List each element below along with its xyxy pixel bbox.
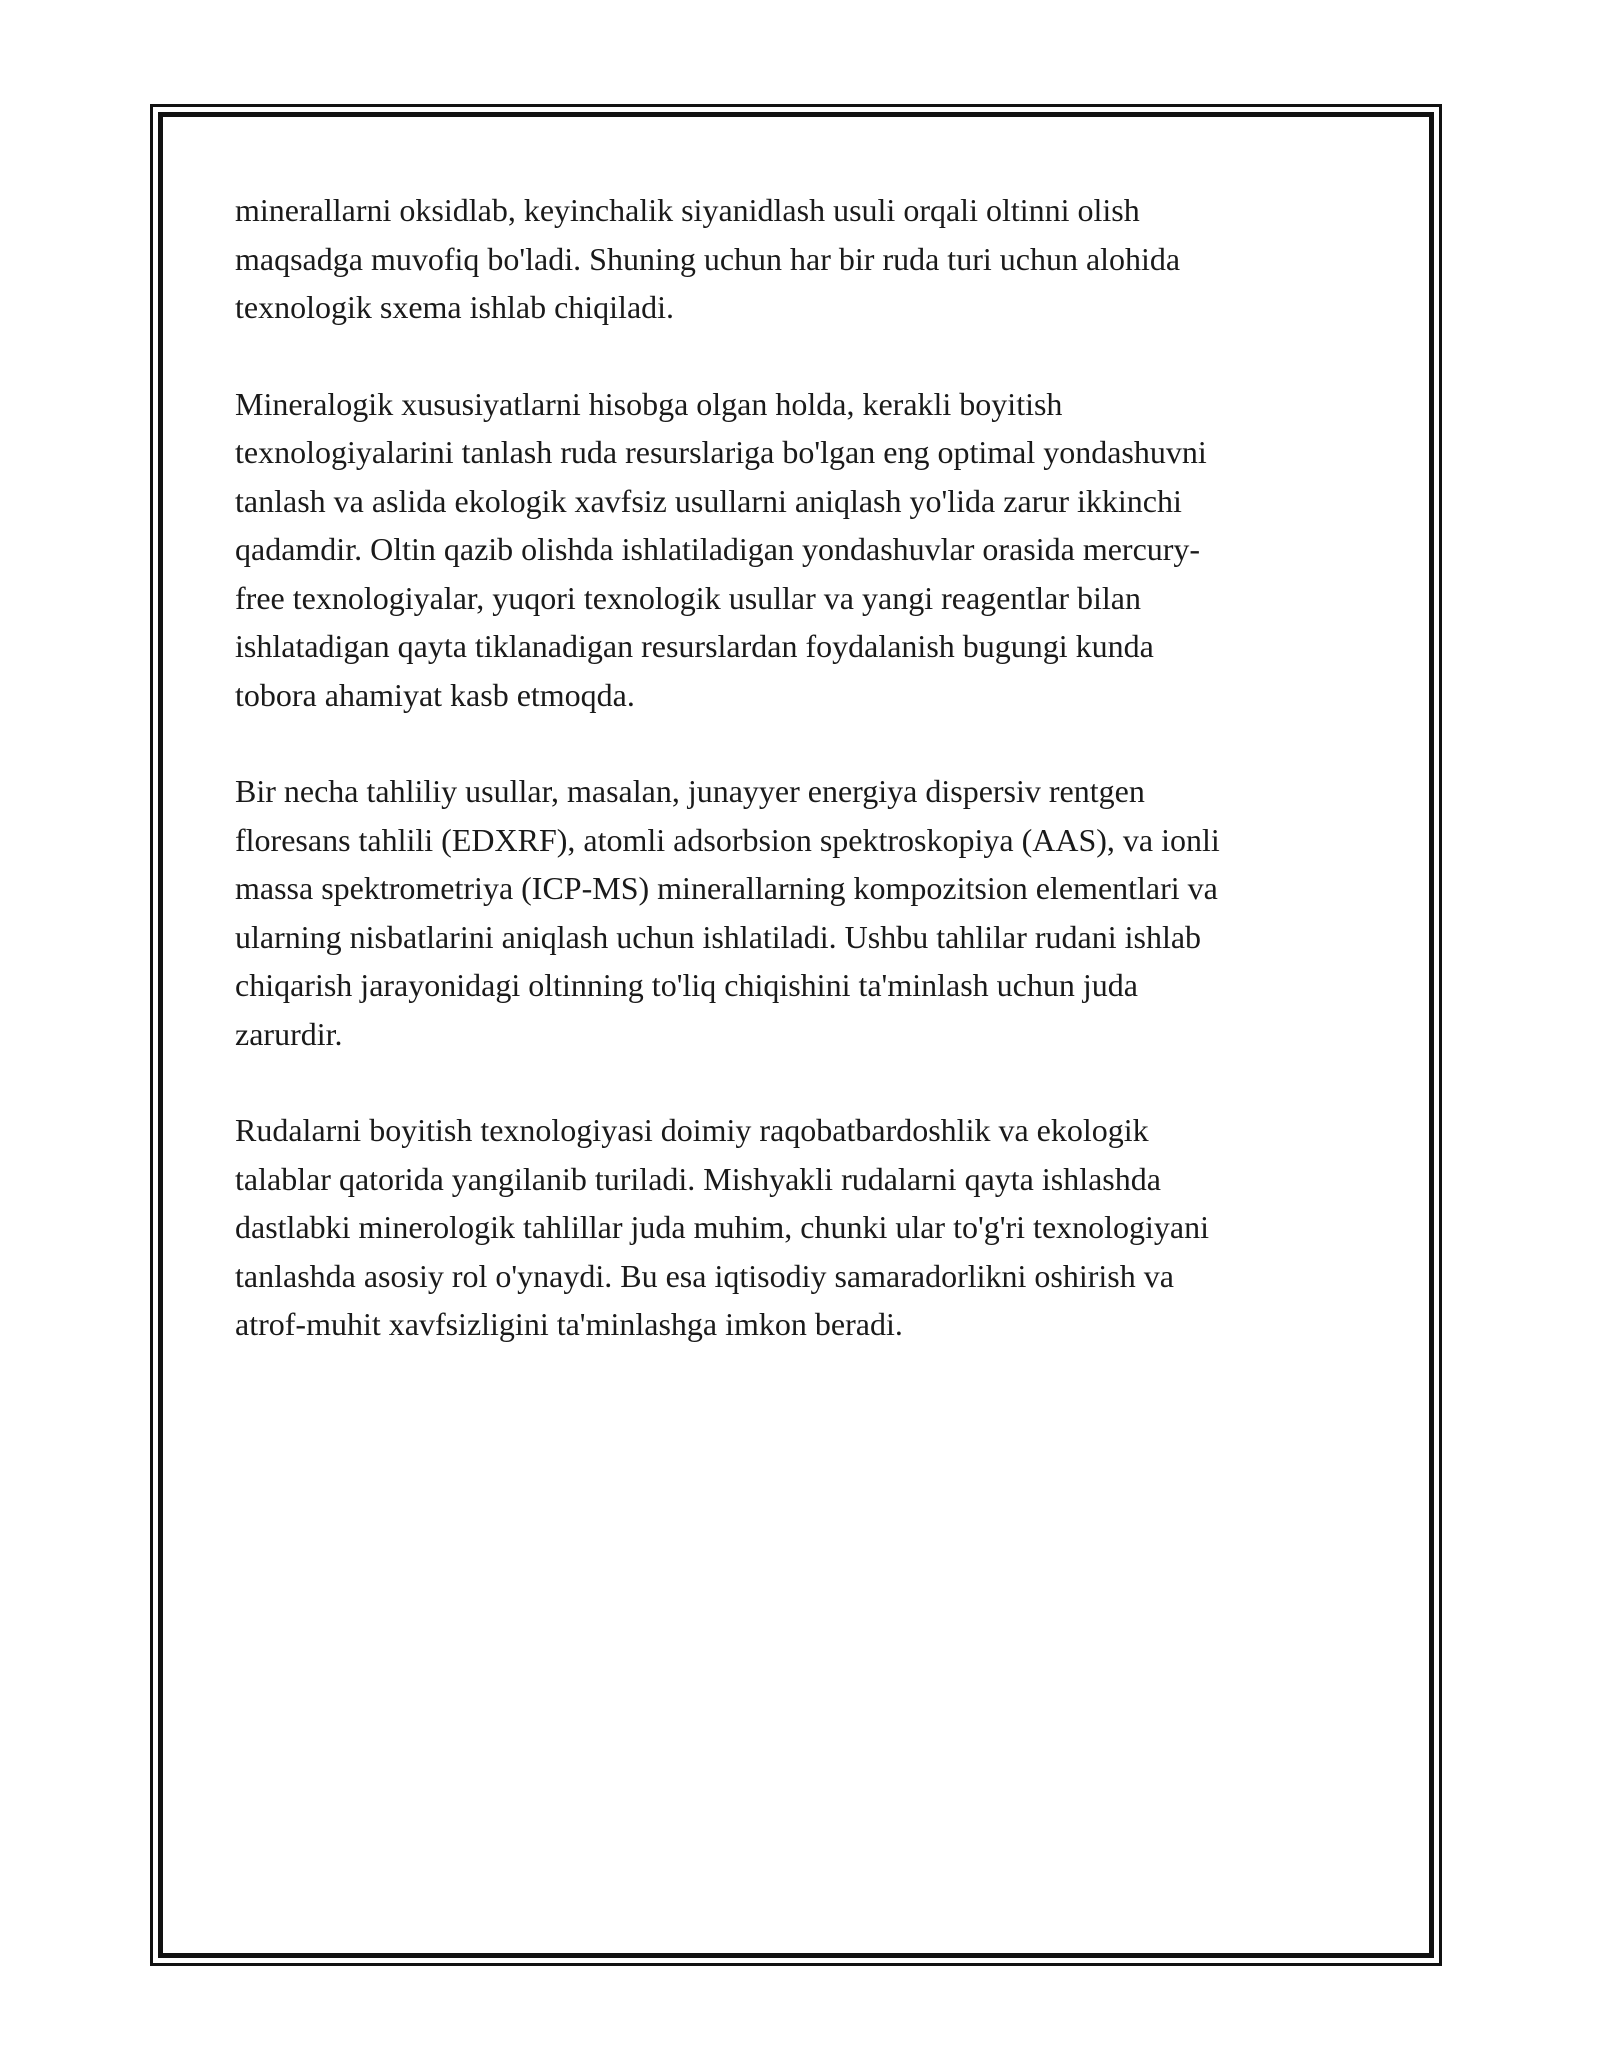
text-line: atrof-muhit xavfsizligini ta'minlashga imkon beradi.	[235, 1306, 903, 1342]
text-line: texnologiyalarini tanlash ruda resurslariga bo'lgan eng optimal yondashuvni	[235, 434, 1207, 470]
text-line: Mineralogik xususiyatlarni hisobga olgan holda, kerakli boyitish	[235, 385, 1063, 422]
text-line: Rudalarni boyitish texnologiyasi doimiy raqobatbardoshlik va ekologik	[235, 1112, 1149, 1148]
text-line: dastlabki minerologik tahlillar juda muhim, chunki ular to'g'ri texnologiyani	[235, 1209, 1210, 1245]
paragraph	[235, 186, 1385, 332]
text-line: tobora ahamiyat kasb etmoqda.	[235, 676, 635, 713]
text-line: texnologik sxema ishlab chiqiladi.	[235, 289, 675, 325]
text-line: floresans tahlili (EDXRF), atomli adsorbsion spektroskopiya (AAS), va ionli	[235, 821, 1220, 858]
text-line: ishlatadigan qayta tiklanadigan resurslardan foydalanish bugungi kunda	[235, 628, 1154, 664]
text-line: free texnologiyalar, yuqori texnologik usullar va yangi reagentlar bilan	[235, 579, 1141, 616]
paragraph	[235, 380, 1385, 720]
text-line: massa spektrometriya (ICP-MS) minerallarning kompozitsion elementlari va	[235, 870, 1218, 906]
text-line: maqsadga muvofiq bo'ladi. Shuning uchun har bir ruda turi uchun alohida	[235, 240, 1181, 277]
text-line: ularning nisbatlarini aniqlash uchun ishlatiladi. Ushbu tahlilar rudani ishlab	[235, 918, 1202, 955]
text-line: tanlash va aslida ekologik xavfsiz usullarni aniqlash yo'lida zarur ikkinchi	[235, 482, 1182, 519]
text-line: zarurdir.	[235, 1015, 343, 1052]
paragraph	[235, 767, 1385, 1058]
text-line: qadamdir. Oltin qazib olishda ishlatiladigan yondashuvlar orasida mercury-	[235, 531, 1201, 567]
text-line: talablar qatorida yangilanib turiladi. Mishyakli rudalarni qayta ishlashda	[235, 1160, 1161, 1197]
paragraph	[235, 1106, 1385, 1349]
text-line: chiqarish jarayonidagi oltinning to'liq chiqishini ta'minlash uchun juda	[235, 967, 1138, 1003]
text-line: minerallarni oksidlab, keyinchalik siyanidlash usuli orqali oltinni olish	[235, 192, 1140, 228]
document-body	[235, 186, 1385, 1397]
text-line: tanlashda asosiy rol o'ynaydi. Bu esa iqtisodiy samaradorlikni oshirish va	[235, 1257, 1174, 1294]
text-line: Bir necha tahliliy usullar, masalan, junayyer energiya dispersiv rentgen	[235, 773, 1145, 809]
